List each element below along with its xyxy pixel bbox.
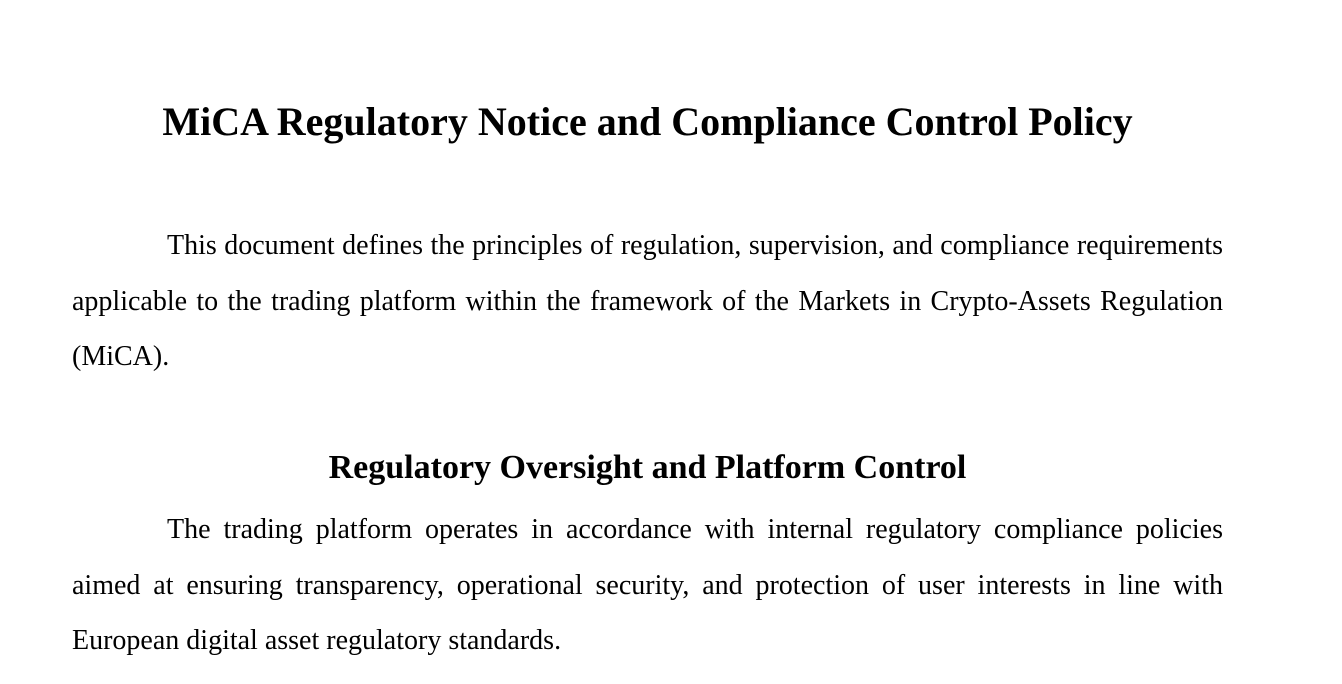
section-paragraph-regulatory-oversight: The trading platform operates in accordance with internal regulatory compliance policies aimed at ensuring transparency, operational security, and protection of user interests in line with European digital asset regulatory standards. — [72, 514, 1223, 656]
section-heading-regulatory-oversight: Regulatory Oversight and Platform Control — [328, 449, 967, 486]
document-title: MiCA Regulatory Notice and Compliance Control Policy — [162, 99, 1133, 144]
intro-paragraph: This document defines the principles of regulation, supervision, and compliance requirements applicable to the trading platform within the framework of the Markets in Crypto-Assets Regulation (MiCA). — [72, 230, 1223, 372]
